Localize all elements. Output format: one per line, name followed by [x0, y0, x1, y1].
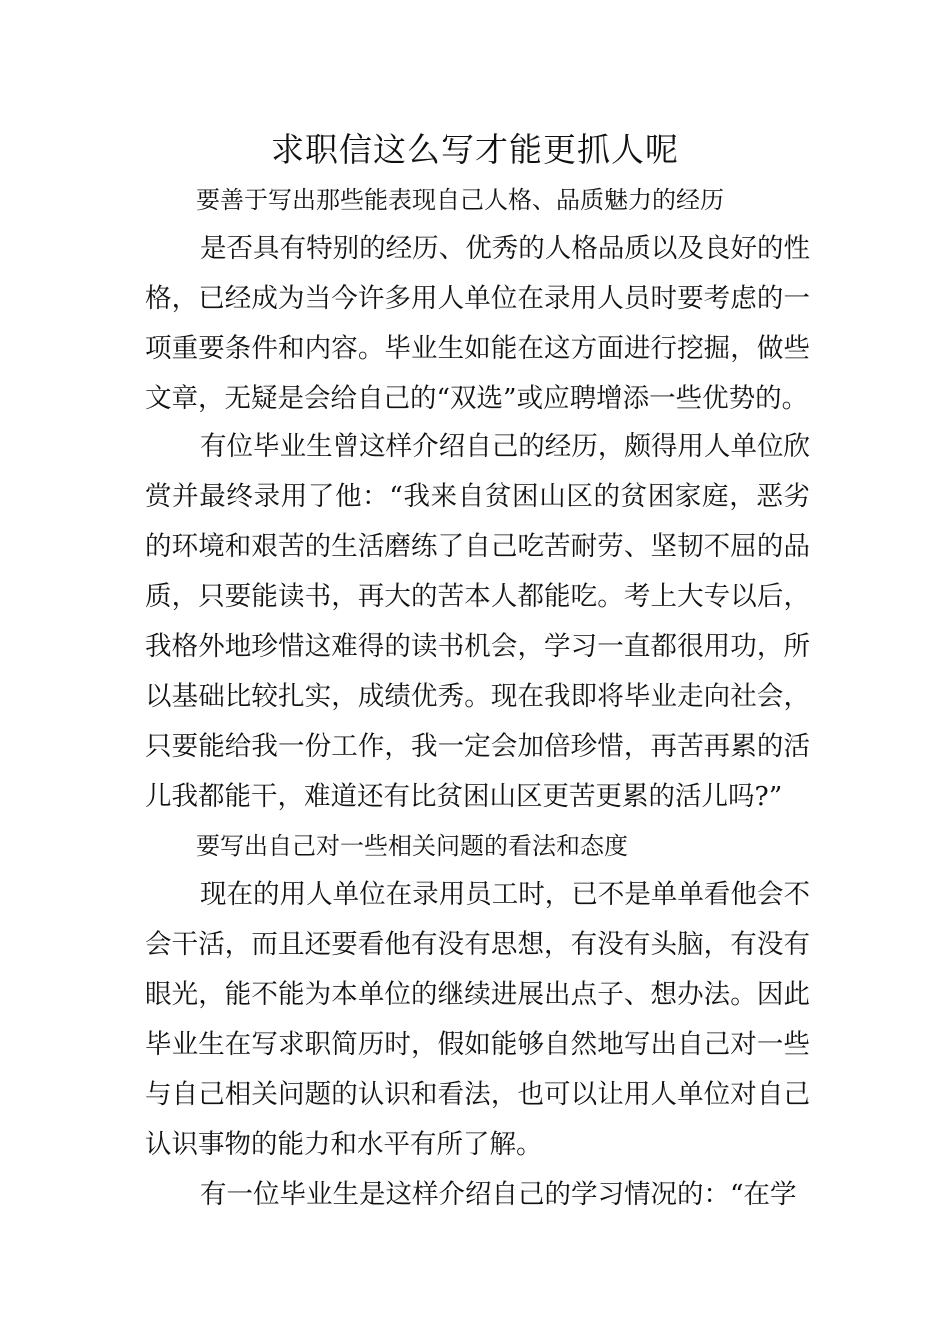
section-heading-2: 要写出自己对一些相关问题的看法和态度 — [196, 832, 628, 860]
paragraph-1: 是否具有特别的经历、优秀的人格品质以及良好的性格，已经成为当今许多用人单位在录用人员时要考虑的一项重要条件和内容。毕业生如能在这方面进行挖掘，做些文章，无疑是会给自己的“双选”或应聘增添一些优势的。 — [145, 233, 810, 414]
paragraph-2: 有位毕业生曾这样介绍自己的经历，颇得用人单位欣赏并最终录用了他：“我来自贫困山区的贫困家庭，恶劣的环境和艰苦的生活磨练了自己吃苦耐劳、坚韧不屈的品质，只要能读书，再大的苦本人都能吃。考上大专以后，我格外地珍惜这难得的读书机会，学习一直都很用功，所以基础比较扎实，成绩优秀。现在我即将毕业走向社会，只要能给我一份工作，我一定会加倍珍惜，再苦再累的活儿我都能干，难道还有比贫困山区更苦更累的活儿吗?” — [145, 431, 810, 812]
paragraph-3: 现在的用人单位在录用员工时，已不是单单看他会不会干活，而且还要看他有没有思想，有没有头脑，有没有眼光，能不能为本单位的继续进展出点子、想办法。因此毕业生在写求职简历时，假如能够自然地写出自己对一些与自己相关问题的认识和看法，也可以让用人单位对自己认识事物的能力和水平有所了解。 — [145, 879, 810, 1160]
section-heading-1: 要善于写出那些能表现自己人格、品质魅力的经历 — [196, 186, 724, 214]
paragraph-4: 有一位毕业生是这样介绍自己的学习情况的：“在学 — [200, 1179, 797, 1210]
document-title: 求职信这么写才能更抓人呢 — [271, 130, 679, 169]
